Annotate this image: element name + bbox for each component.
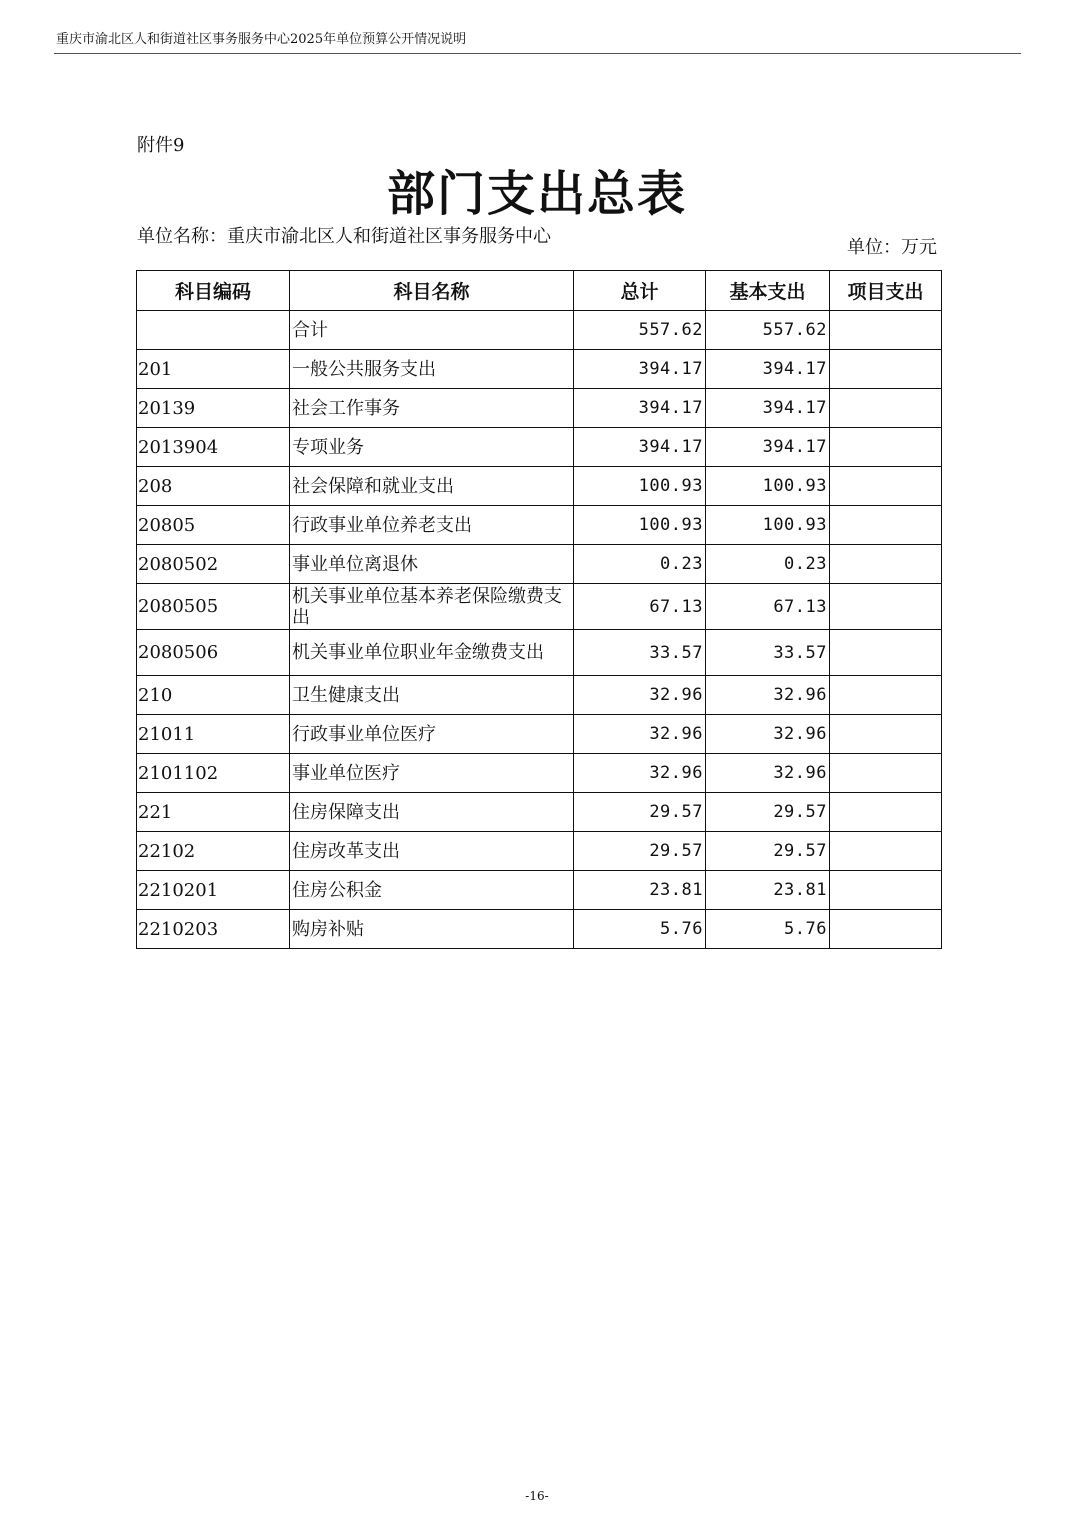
subject-name-cell: 住房改革支出 <box>290 832 574 871</box>
project-expenditure-cell <box>830 311 942 350</box>
project-expenditure-cell <box>830 910 942 949</box>
basic-expenditure-cell: 32.96 <box>706 715 830 754</box>
table-row <box>137 793 942 832</box>
basic-expenditure-cell: 29.57 <box>706 832 830 871</box>
basic-expenditure-cell: 33.57 <box>706 630 830 676</box>
subject-code-cell: 2210201 <box>137 871 290 910</box>
project-expenditure-cell <box>830 584 942 630</box>
total-cell: 33.57 <box>574 630 706 676</box>
basic-expenditure-cell: 394.17 <box>706 389 830 428</box>
basic-expenditure-cell: 394.17 <box>706 350 830 389</box>
table-row <box>137 428 942 467</box>
subject-code-cell: 22102 <box>137 832 290 871</box>
table-row <box>137 630 942 676</box>
subject-name-cell: 事业单位离退休 <box>290 545 574 584</box>
subject-name-cell: 卫生健康支出 <box>290 676 574 715</box>
table-row <box>137 871 942 910</box>
basic-expenditure-cell: 394.17 <box>706 428 830 467</box>
total-cell: 67.13 <box>574 584 706 630</box>
table-row <box>137 910 942 949</box>
page-number: -16- <box>525 1489 549 1503</box>
subject-code-cell: 210 <box>137 676 290 715</box>
subject-name-cell: 购房补贴 <box>290 910 574 949</box>
subject-code-cell: 201 <box>137 350 290 389</box>
total-cell: 32.96 <box>574 715 706 754</box>
project-expenditure-cell <box>830 428 942 467</box>
project-expenditure-cell <box>830 467 942 506</box>
project-expenditure-cell <box>830 754 942 793</box>
total-cell: 0.23 <box>574 545 706 584</box>
column-header-name: 科目名称 <box>290 271 574 311</box>
basic-expenditure-cell: 32.96 <box>706 754 830 793</box>
total-cell: 100.93 <box>574 506 706 545</box>
basic-expenditure-cell: 0.23 <box>706 545 830 584</box>
subject-code-cell <box>137 311 290 350</box>
basic-expenditure-cell: 32.96 <box>706 676 830 715</box>
unit-name-label: 单位名称：重庆市渝北区人和街道社区事务服务中心 <box>137 226 551 247</box>
subject-code-cell: 2210203 <box>137 910 290 949</box>
total-cell: 23.81 <box>574 871 706 910</box>
total-cell: 557.62 <box>574 311 706 350</box>
table-row <box>137 832 942 871</box>
unit-label: 单位：万元 <box>847 237 937 258</box>
total-cell: 5.76 <box>574 910 706 949</box>
basic-expenditure-cell: 67.13 <box>706 584 830 630</box>
column-header-basic: 基本支出 <box>706 271 830 311</box>
expenditure-table <box>136 270 942 949</box>
column-header-total: 总计 <box>574 271 706 311</box>
subject-name-cell: 机关事业单位职业年金缴费支出 <box>290 630 574 676</box>
subject-name-cell: 社会保障和就业支出 <box>290 467 574 506</box>
project-expenditure-cell <box>830 506 942 545</box>
total-cell: 29.57 <box>574 793 706 832</box>
column-header-code: 科目编码 <box>137 271 290 311</box>
subject-code-cell: 2013904 <box>137 428 290 467</box>
table-row <box>137 389 942 428</box>
project-expenditure-cell <box>830 545 942 584</box>
subject-code-cell: 208 <box>137 467 290 506</box>
total-cell: 100.93 <box>574 467 706 506</box>
project-expenditure-cell <box>830 715 942 754</box>
table-row <box>137 545 942 584</box>
basic-expenditure-cell: 23.81 <box>706 871 830 910</box>
total-cell: 394.17 <box>574 389 706 428</box>
table-row <box>137 584 942 630</box>
subject-code-cell: 20805 <box>137 506 290 545</box>
subject-name-cell: 事业单位医疗 <box>290 754 574 793</box>
table-row <box>137 350 942 389</box>
subject-code-cell: 20139 <box>137 389 290 428</box>
total-cell: 394.17 <box>574 350 706 389</box>
subject-code-cell: 2101102 <box>137 754 290 793</box>
subject-name-cell: 合计 <box>290 311 574 350</box>
subject-name-cell: 住房保障支出 <box>290 793 574 832</box>
table-row <box>137 676 942 715</box>
subject-code-cell: 2080506 <box>137 630 290 676</box>
attachment-label: 附件9 <box>137 135 185 156</box>
subject-code-cell: 2080502 <box>137 545 290 584</box>
subject-code-cell: 2080505 <box>137 584 290 630</box>
table-row <box>137 311 942 350</box>
project-expenditure-cell <box>830 676 942 715</box>
subject-name-cell: 一般公共服务支出 <box>290 350 574 389</box>
page-title: 部门支出总表 <box>386 166 687 222</box>
subject-name-cell: 行政事业单位医疗 <box>290 715 574 754</box>
project-expenditure-cell <box>830 793 942 832</box>
header-divider <box>54 53 1021 54</box>
subject-name-cell: 社会工作事务 <box>290 389 574 428</box>
basic-expenditure-cell: 29.57 <box>706 793 830 832</box>
project-expenditure-cell <box>830 389 942 428</box>
total-cell: 29.57 <box>574 832 706 871</box>
table-row <box>137 506 942 545</box>
subject-code-cell: 221 <box>137 793 290 832</box>
project-expenditure-cell <box>830 871 942 910</box>
table-row <box>137 754 942 793</box>
running-header: 重庆市渝北区人和街道社区事务服务中心2025年单位预算公开情况说明 <box>56 32 467 47</box>
subject-name-cell: 专项业务 <box>290 428 574 467</box>
total-cell: 32.96 <box>574 676 706 715</box>
basic-expenditure-cell: 100.93 <box>706 506 830 545</box>
subject-name-cell: 住房公积金 <box>290 871 574 910</box>
project-expenditure-cell <box>830 630 942 676</box>
total-cell: 394.17 <box>574 428 706 467</box>
basic-expenditure-cell: 5.76 <box>706 910 830 949</box>
table-row <box>137 467 942 506</box>
subject-name-cell: 机关事业单位基本养老保险缴费支出 <box>290 584 574 630</box>
total-cell: 32.96 <box>574 754 706 793</box>
column-header-project: 项目支出 <box>830 271 942 311</box>
basic-expenditure-cell: 557.62 <box>706 311 830 350</box>
table-header-row <box>137 271 942 311</box>
table-body <box>137 311 942 949</box>
project-expenditure-cell <box>830 832 942 871</box>
subject-code-cell: 21011 <box>137 715 290 754</box>
subject-name-cell: 行政事业单位养老支出 <box>290 506 574 545</box>
basic-expenditure-cell: 100.93 <box>706 467 830 506</box>
table-row <box>137 715 942 754</box>
project-expenditure-cell <box>830 350 942 389</box>
